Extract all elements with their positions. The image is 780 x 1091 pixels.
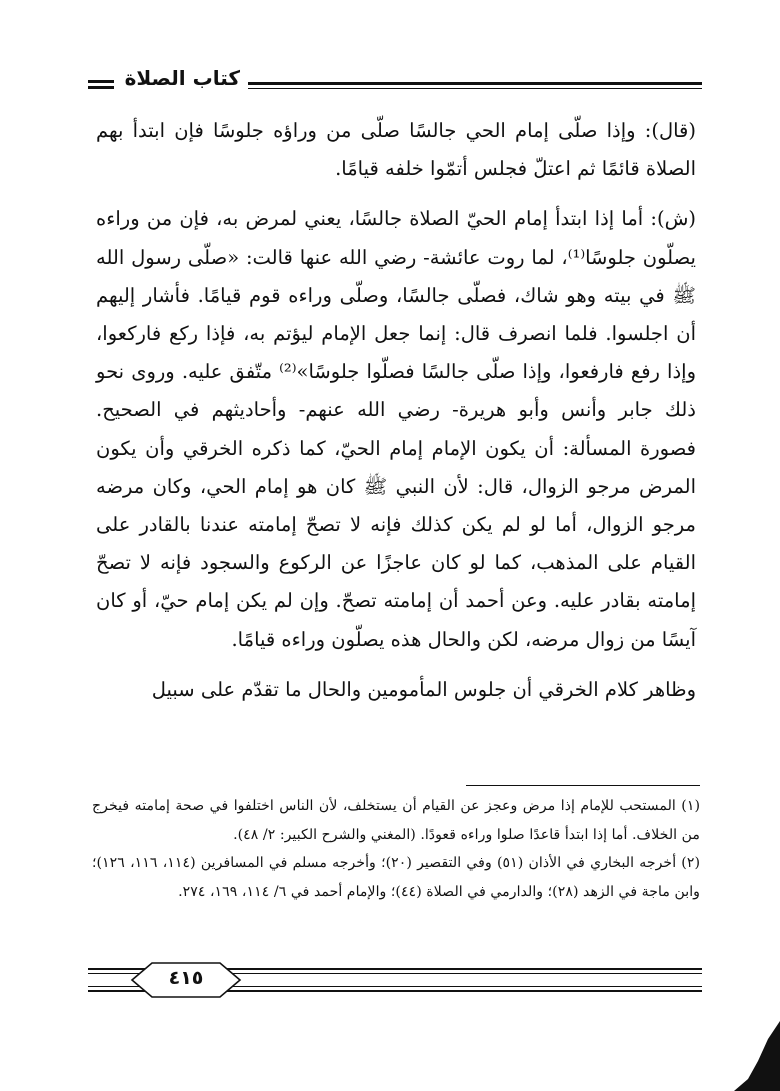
paragraph-qal: (قال): وإذا صلّى إمام الحي جالسًا صلّى من وراؤه جلوسًا فإن ابتدأ بهم الصلاة قائمًا ثم اعتلّ فجلس أتمّوا خلفه قيامًا.: [96, 119, 696, 181]
paragraph-zahir: وظاهر كلام الخرقي أن جلوس المأمومين والحال ما تقدّم على سبيل: [151, 677, 696, 701]
header-double-bar: [88, 80, 114, 92]
header-rule-thin: [248, 88, 702, 89]
page-number: ٤١٥: [168, 967, 204, 989]
page-header: [88, 66, 702, 106]
footnote-1: (١) المستحب للإمام إذا مرض وعجز عن القيام أن يستخلف، لأن الناس اختلفوا في صحة إمامته فيخرج من الخلاف. أما إذا ابتدأ قاعدًا صلوا وراءه قعودًا. (المغني والشرح الكبير: ٢/ ٤٨).: [92, 798, 700, 843]
footnote-2: (٢) أخرجه البخاري في الأذان (٥١) وفي التقصير (٢٠)؛ وأخرجه مسلم في المسافرين (١١٤، ١١٦، ١٢٦)؛ وابن ماجة في الزهد (٢٨)؛ والدارمي في الصلاة (٤٤)؛ والإمام أحمد في ٦/ ١١٤، ١٦٩، ٢٧٤.: [92, 855, 701, 900]
header-rule-thick: [248, 82, 702, 85]
chapter-title: كتاب الصلاة: [124, 66, 240, 90]
main-text: [96, 112, 696, 709]
footnote-separator: [466, 785, 700, 786]
page-edge-shadow: [734, 1021, 780, 1091]
footnotes: [92, 792, 700, 906]
page-footer: [88, 960, 702, 1000]
paragraph-sharh: (ش): أما إذا ابتدأ إمام الحيّ الصلاة جالسًا، يعني لمرض به، فإن من وراءه يصلّون جلوسًا⁽¹⁾، لما روت عائشة- رضي الله عنها قالت: «صلّى رسول الله ﷺ في بيته وهو شاك، فصلّى جالسًا، وصلّى وراءه قوم قيامًا. فأشار إليهم أن اجلسوا. فلما انصرف قال: إنما جعل الإمام ليؤتم به، فإذا ركع فاركعوا، وإذا رفع فارفعوا، وإذا صلّى جالسًا فصلّوا جلوسًا»⁽²⁾ متّفق عليه. وروى نحو ذلك جابر وأنس وأبو هريرة- رضي الله عنهم- وأحاديثهم في الصحيح. فصورة المسألة: أن يكون الإمام إمام الحيّ، كما ذكره الخرقي وأن يكون المرض مرجو الزوال، قال: لأن النبي ﷺ كان هو إمام الحي، وكان مرضه مرجو الزوال، أما لو لم يكن كذلك فإنه لا تصحّ إمامته عندنا بالقادر على القيام على المذهب، كما لو كان عاجزًا عن الركوع والسجود فإنه لا تصحّ إمامته بقادر عليه. وعن أحمد أن إمامته تصحّ. وإن لم يكن إمام حيّ، أو كان آيسًا من زوال مرضه، لكن والحال هذه يصلّون وراءه قيامًا.: [96, 207, 696, 651]
page-number-ornament: [130, 960, 242, 1000]
